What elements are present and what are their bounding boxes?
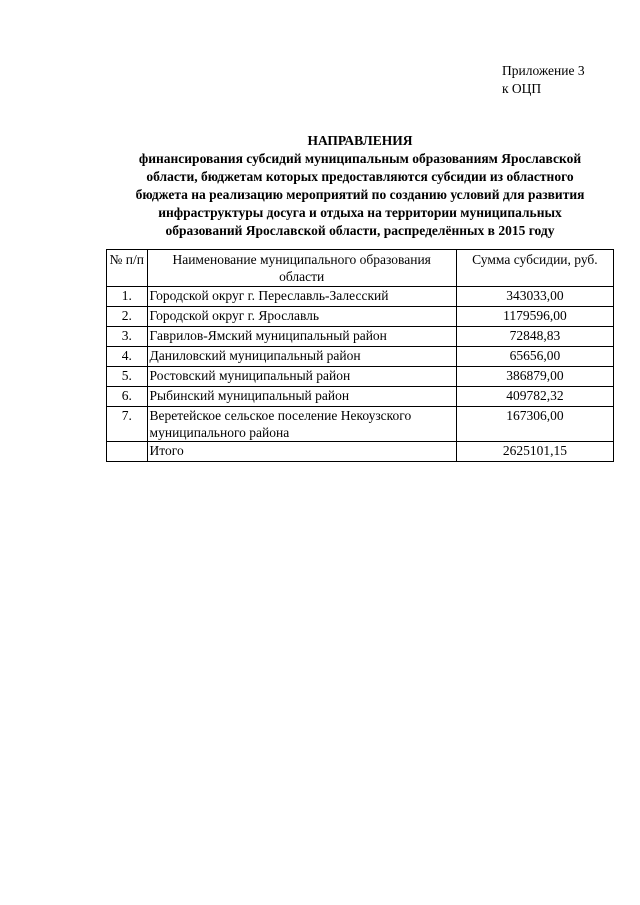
total-label: Итого (147, 442, 456, 462)
table-header-row (107, 250, 614, 287)
row-number: 1. (107, 287, 148, 307)
row-sum: 343033,00 (456, 287, 613, 307)
heading-line-2: области, бюджетам которых предоставляются субсидии из областного (146, 169, 574, 184)
row-sum: 409782,32 (456, 387, 613, 407)
document-title: НАПРАВЛЕНИЯ (307, 133, 413, 148)
row-municipality: Гаврилов-Ямский муниципальный район (147, 327, 456, 347)
row-municipality: Ростовский муниципальный район (147, 367, 456, 387)
row-sum: 386879,00 (456, 367, 613, 387)
row-municipality: Городской округ г. Переславль-Залесский (147, 287, 456, 307)
total-sum: 2625101,15 (456, 442, 613, 462)
heading-line-1: финансирования субсидий муниципальным образованиям Ярославской (138, 151, 582, 166)
appendix-note (502, 62, 585, 98)
row-municipality: Рыбинский муниципальный район (147, 387, 456, 407)
row-municipality: Веретейское сельское поселение Некоузского муниципального района (147, 407, 456, 442)
table-row (107, 287, 614, 307)
header-municipality: Наименование муниципального образования области (147, 250, 456, 287)
row-number: 5. (107, 367, 148, 387)
total-number (107, 442, 148, 462)
table-total-row (107, 442, 614, 462)
header-number: № п/п (107, 250, 148, 287)
table-row (107, 387, 614, 407)
row-sum: 167306,00 (456, 407, 613, 442)
heading-line-3: бюджета на реализацию мероприятий по созданию условий для развития (135, 187, 585, 202)
row-sum: 72848,83 (456, 327, 613, 347)
row-sum: 1179596,00 (456, 307, 613, 327)
table-row (107, 347, 614, 367)
row-number: 7. (107, 407, 148, 442)
table-row (107, 327, 614, 347)
row-sum: 65656,00 (456, 347, 613, 367)
table-row (107, 367, 614, 387)
table-row (107, 307, 614, 327)
row-number: 2. (107, 307, 148, 327)
row-municipality: Даниловский муниципальный район (147, 347, 456, 367)
table-row (107, 407, 614, 442)
row-number: 6. (107, 387, 148, 407)
header-sum: Сумма субсидии, руб. (456, 250, 613, 287)
subsidies-table (106, 249, 614, 462)
row-number: 4. (107, 347, 148, 367)
document-heading (100, 132, 620, 240)
heading-line-5: образований Ярославской области, распределённых в 2015 году (165, 223, 555, 238)
appendix-line-2: к ОЦП (502, 81, 542, 96)
row-municipality: Городской округ г. Ярославль (147, 307, 456, 327)
heading-line-4: инфраструктуры досуга и отдыха на территории муниципальных (158, 205, 562, 220)
row-number: 3. (107, 327, 148, 347)
appendix-line-1: Приложение 3 (502, 63, 585, 78)
